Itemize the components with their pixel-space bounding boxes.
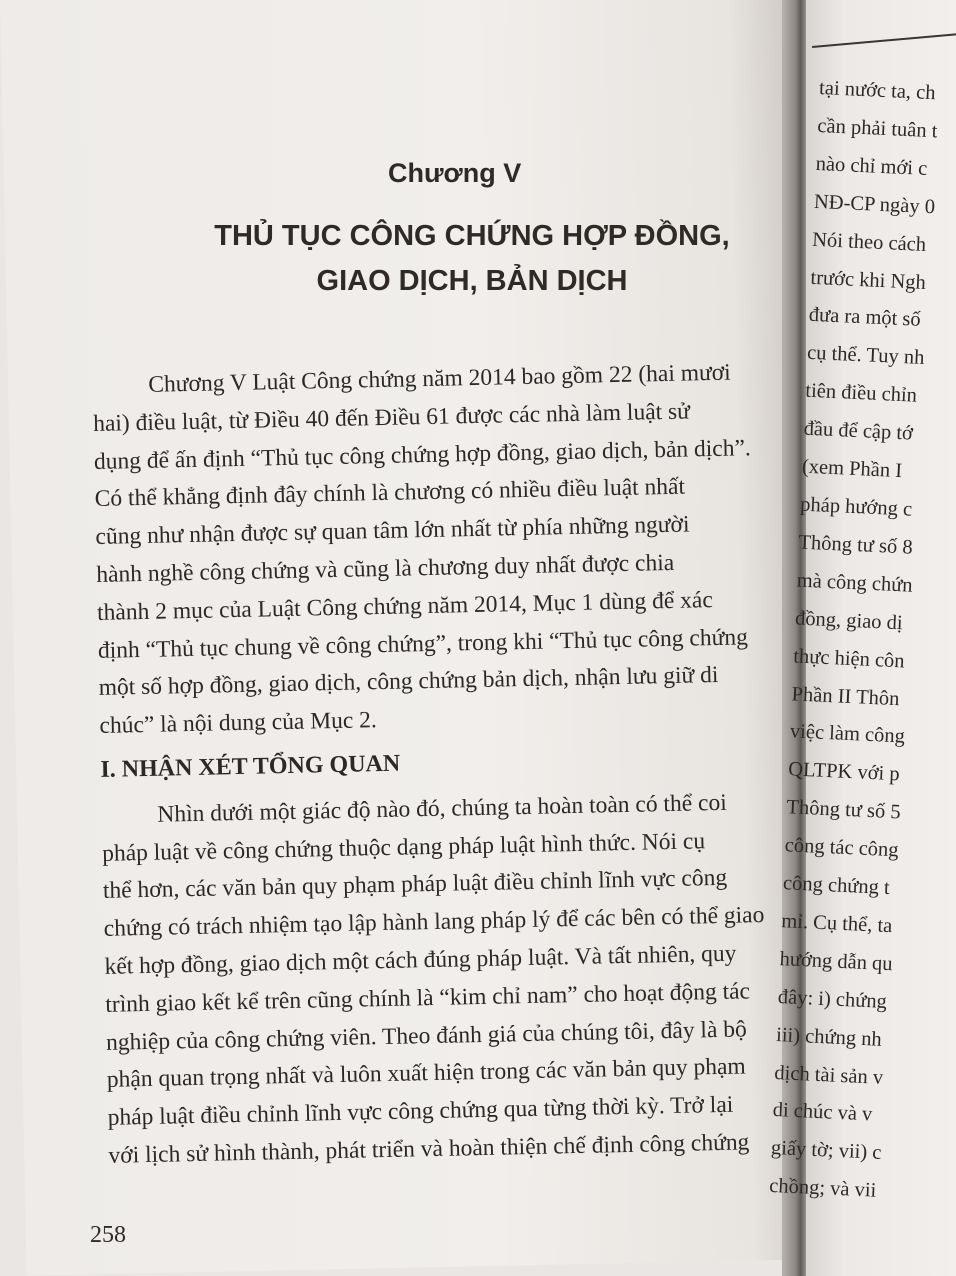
text-line: Phần II Thôn xyxy=(791,682,900,710)
text-line: hành nghề công chứng và cũng là chương duy nhất được chia xyxy=(96,549,675,588)
text-line: thực hiện côn xyxy=(792,645,906,673)
text-line: việc làm công xyxy=(789,720,906,748)
text-line: nghiệp của công chứng viên. Theo đánh giá của chúng tôi, đây là bộ xyxy=(105,1015,748,1056)
text-line: pháp luật về công chứng thuộc dạng pháp luật hình thức. Nói cụ xyxy=(101,827,706,867)
body-text xyxy=(92,353,809,1175)
text-line: NĐ-CP ngày 0 xyxy=(813,190,936,219)
text-line: với lịch sử hình thành, phát triển và hoàn thiện chế định công chứng xyxy=(108,1129,750,1169)
text-line: Nhìn dưới một giác độ nào đó, chúng ta hoàn toàn có thể coi xyxy=(157,789,727,828)
chapter-number: Chương V xyxy=(388,158,522,188)
page-number: 258 xyxy=(90,1222,126,1248)
text-line: dịch tài sản v xyxy=(773,1061,884,1089)
text-line: cũng như nhận được sự quan tâm lớn nhất từ phía những người xyxy=(95,511,690,551)
chapter-title-line-1: THỦ TỤC CÔNG CHỨNG HỢP ĐỒNG, xyxy=(214,220,730,252)
text-line: thể hơn, các văn bản quy phạm pháp luật điều chỉnh lĩnh vực công xyxy=(102,865,728,905)
text-line: công tác công xyxy=(784,834,900,862)
text-line: công chứng t xyxy=(782,872,891,900)
text-line: chồng; và vii xyxy=(768,1175,877,1202)
text-line: cần phải tuân t xyxy=(816,114,938,143)
text-line: Thông tư số 5 xyxy=(786,796,902,824)
text-line: hai) điều luật, từ Điều 40 đến Điều 61 được các nhà làm luật sử xyxy=(92,398,691,437)
text-line: một số hợp đồng, giao dịch, công chứng bản dịch, nhận lưu giữ di xyxy=(98,662,719,702)
text-line: đầu để cập tớ xyxy=(803,417,914,445)
text-line: Thông tư số 8 xyxy=(798,531,914,559)
text-line: hướng dẫn qu xyxy=(779,947,894,976)
text-line: di chúc và v xyxy=(772,1099,873,1126)
text-line: (xem Phần I xyxy=(801,455,903,483)
text-line: Có thể khẳng định đây chính là chương có nhiều điều luật nhất xyxy=(94,474,686,513)
text-line: iii) chứng nh xyxy=(775,1023,883,1051)
text-line: pháp hướng c xyxy=(799,493,913,521)
chapter-title xyxy=(192,214,752,304)
text-line: dụng để ấn định “Thủ tục công chứng hợp đồng, giao dịch, bản dịch”. xyxy=(93,434,751,475)
text-line: trước khi Ngh xyxy=(810,266,927,294)
text-line: phận quan trọng nhất và luôn xuất hiện trong các văn bản quy phạm xyxy=(106,1053,746,1094)
text-line: cụ thể. Tuy nh xyxy=(806,342,925,370)
text-line: tại nước ta, ch xyxy=(818,76,937,105)
text-line: giấy tờ; vii) c xyxy=(770,1137,882,1165)
text-line: pháp luật điều chỉnh lĩnh vực công chứng qua từng thời kỳ. Trở lại xyxy=(107,1091,734,1131)
text-line: đây: i) chứng xyxy=(777,985,888,1013)
section-heading: I. NHẬN XÉT TỔNG QUAN xyxy=(100,750,401,783)
paragraph-2 xyxy=(101,783,809,1176)
text-line: trình giao kết kể trên cũng chính là “kim chỉ nam” cho hoạt động tác xyxy=(105,978,751,1018)
text-line: mỉ. Cụ thể, ta xyxy=(780,910,893,938)
text-line: đưa ra một số xyxy=(808,304,922,332)
text-line: chúc” là nội dung của Mục 2. xyxy=(99,707,378,740)
text-line: Chương V Luật Công chứng năm 2014 bao gồm 22 (hai mươi xyxy=(148,359,731,398)
text-line: định “Thủ tục chung về công chứng”, trong khi “Thủ tục công chứng xyxy=(97,623,749,664)
text-line: chứng có trách nhiệm tạo lập hành lang pháp lý để các bên có thể giao xyxy=(103,902,765,943)
chapter-title-line-2: GIAO DỊCH, BẢN DỊCH xyxy=(316,265,628,297)
text-line: đồng, giao dị xyxy=(794,607,904,634)
text-line: mà công chứn xyxy=(796,569,914,597)
text-line: Nói theo cách xyxy=(811,228,927,256)
paragraph-1 xyxy=(92,353,800,746)
text-line: tiên điều chỉn xyxy=(804,379,918,407)
text-line: kết hợp đồng, giao dịch một cách đúng pháp luật. Và tất nhiên, quy xyxy=(104,940,737,980)
text-line: thành 2 mục của Luật Công chứng năm 2014, Mục 1 dùng để xác xyxy=(96,586,714,626)
text-line: nào chỉ mới c xyxy=(815,152,928,180)
text-line: QLTPK với p xyxy=(787,758,901,786)
